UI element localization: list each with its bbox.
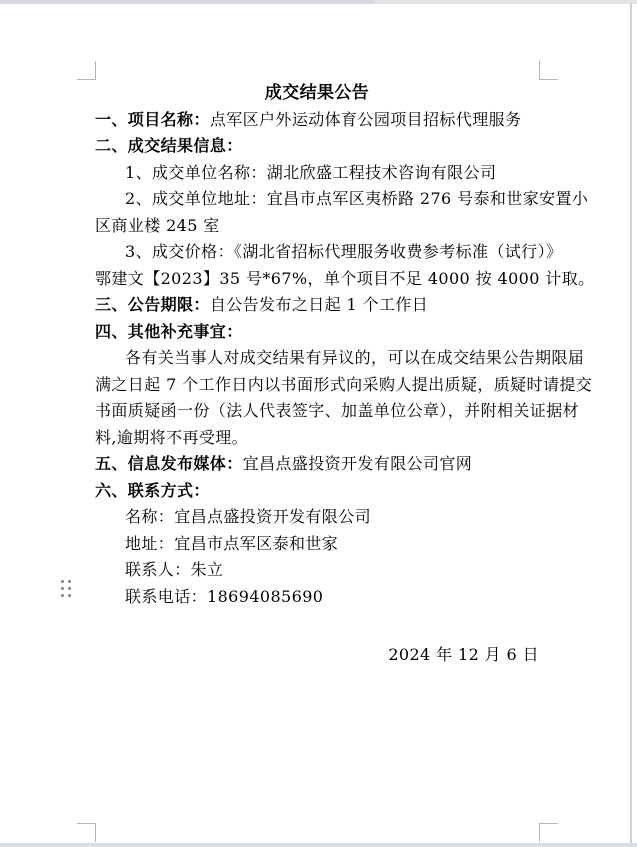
line-date: 2024 年 12 月 6 日 — [388, 644, 539, 664]
doc-title — [95, 80, 539, 107]
drag-handle-icon[interactable] — [61, 580, 71, 597]
line-contact-person: 联系人：朱立 — [125, 560, 224, 579]
line-announcement-period: 三、公告期限：自公告发布之日起 1 个工作日 — [95, 295, 429, 314]
bottom-window-band — [0, 843, 637, 847]
doc-title-text: 成交结果公告 — [264, 83, 370, 103]
dot — [61, 580, 64, 583]
line-other-matters-heading: 四、其他补充事宜： — [95, 321, 243, 341]
line-objection-para-3: 书面质疑函一份（法人代表签字、加盖单位公章），并附相关证据材 — [95, 401, 580, 420]
document-text-area — [95, 80, 595, 668]
line-contact-phone: 联系电话：18694085690 — [125, 586, 324, 606]
line-objection-para-1: 各有关当事人对成交结果有异议的，可以在成交结果公告期限届 — [125, 348, 585, 367]
line-price-2: 鄂建文【2023】35 号*67%，单个项目不足 4000 按 4000 计取。 — [95, 268, 595, 288]
line-publish-media: 五、信息发布媒体：宜昌点盛投资开发有限公司官网 — [95, 454, 473, 473]
line-winner-address-2: 区商业楼 245 室 — [95, 215, 220, 235]
dot — [68, 587, 71, 590]
dot — [68, 594, 71, 597]
line-objection-para-4: 料,逾期将不再受理。 — [95, 427, 249, 447]
line-winner-name: 1、成交单位名称：湖北欣盛工程技术咨询有限公司 — [125, 162, 497, 182]
margin-crop-mark-bottom-right — [539, 823, 558, 842]
line-price-1: 3、成交价格：《湖北省招标代理服务收费参考标准（试行）》 — [125, 242, 563, 261]
dot — [61, 594, 64, 597]
page-right-border — [630, 3, 632, 843]
top-window-band-left — [0, 0, 375, 4]
dot — [61, 587, 64, 590]
line-project-name: 一、项目名称：点军区户外运动体育公园项目招标代理服务 — [95, 109, 522, 129]
margin-crop-mark-bottom-left — [77, 823, 96, 842]
line-blank — [95, 610, 539, 637]
line-winner-address-1: 2、成交单位地址：宜昌市点军区夷桥路 276 号泰和世家安置小 — [125, 189, 589, 208]
margin-crop-mark-top-left — [77, 61, 96, 80]
line-result-heading: 二、成交结果信息： — [95, 136, 243, 155]
line-contact-address: 地址：宜昌市点军区泰和世家 — [125, 533, 339, 553]
line-objection-para-2: 满之日起 7 个工作日内以书面形式向采购人提出质疑，质疑时请提交 — [95, 374, 593, 394]
dot — [68, 580, 71, 583]
margin-crop-mark-top-right — [539, 61, 558, 80]
top-window-band-right — [375, 0, 637, 4]
line-contact-heading: 六、联系方式： — [95, 480, 210, 500]
line-contact-name: 名称：宜昌点盛投资开发有限公司 — [125, 507, 372, 526]
